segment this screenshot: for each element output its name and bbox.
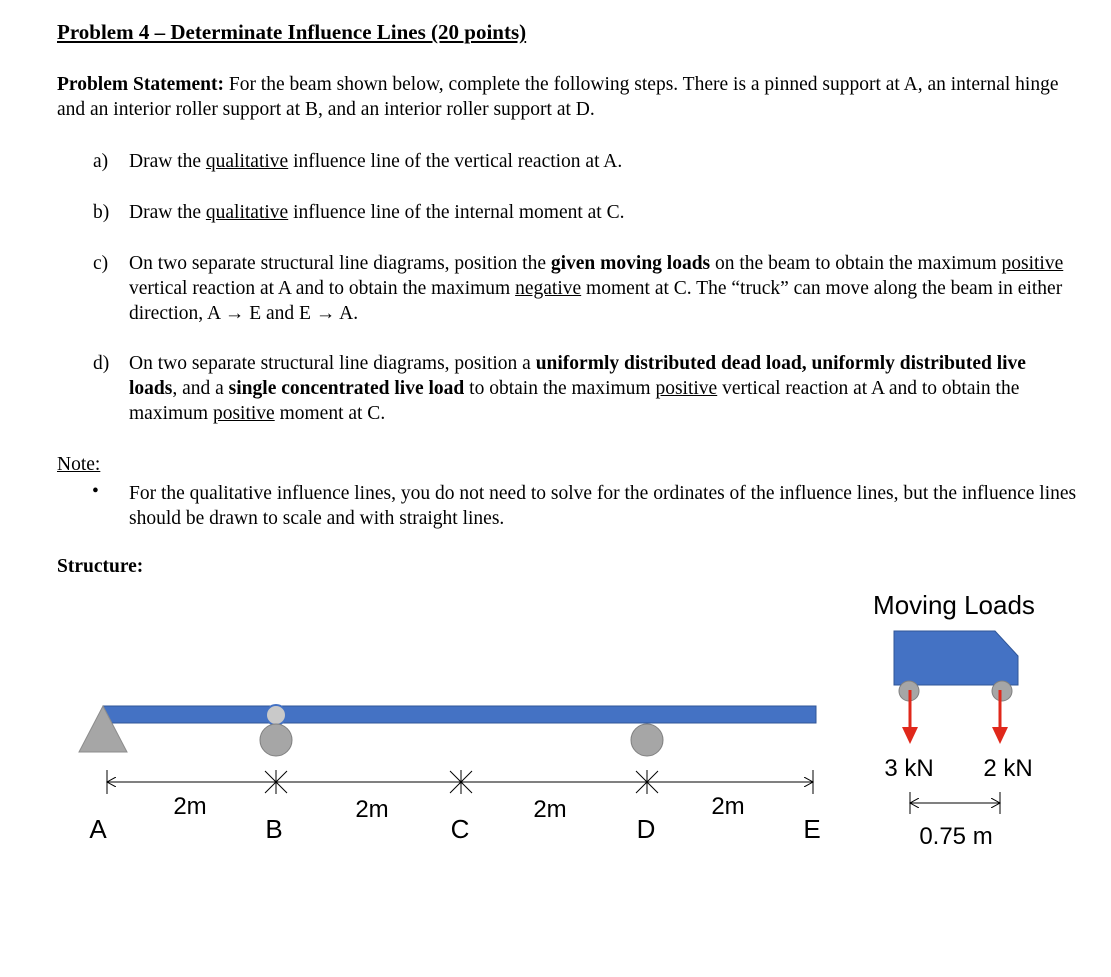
step-d-text-5: moment at C.: [274, 403, 386, 424]
span-label-ab: 2m: [173, 793, 207, 820]
step-c-text-2: on the beam to obtain the maximum: [710, 253, 1002, 274]
point-label-b: B: [265, 814, 283, 844]
step-d-bold-2: single concentrated live load: [228, 378, 465, 399]
truck-body: [894, 631, 1018, 685]
beam: [103, 706, 816, 723]
step-d-underlined-2: positive: [212, 403, 275, 424]
roller-support-d: [631, 724, 663, 756]
point-label-a: A: [89, 814, 107, 844]
statement-text: For the beam shown below, complete the following steps. There is a pinned support at A, an internal hinge and an interior roller support at B, and an interior roller support at D.: [57, 74, 1059, 120]
axle-spacing-label: 0.75 m: [919, 823, 993, 850]
load-label-3kn: 3 kN: [884, 755, 934, 782]
step-c-underlined-2: negative: [515, 278, 582, 299]
step-b-text-end: influence line of the internal moment at C.: [288, 202, 625, 223]
step-d-text-1: On two separate structural line diagrams, position a: [129, 353, 536, 374]
step-d-text-3: to obtain the maximum: [464, 378, 656, 399]
point-label-c: C: [450, 814, 470, 844]
span-label-bc: 2m: [355, 796, 389, 823]
moving-loads-title: Moving Loads: [873, 590, 1035, 620]
statement-label: Problem Statement:: [57, 74, 224, 95]
step-b-label: b): [93, 202, 110, 223]
note-heading: Note:: [57, 454, 101, 475]
note-bullet: •: [92, 481, 99, 502]
step-c-text-4: moment at C. The “truck” can move along the beam in either direction, A → E and E → A.: [129, 278, 1063, 324]
step-d-text-4: vertical reaction at A and to obtain the maximum: [129, 378, 1020, 424]
span-label-de: 2m: [711, 793, 745, 820]
truck-wheel-rear: [992, 681, 1012, 701]
step-b-underlined: qualitative: [205, 202, 289, 223]
roller-support-b: [260, 724, 292, 756]
point-label-e: E: [803, 814, 821, 844]
step-d-label: d): [93, 353, 110, 374]
step-c-text-1: On two separate structural line diagrams, position the: [129, 253, 551, 274]
step-a-underlined: qualitative: [205, 151, 289, 172]
step-c-bold: given moving loads: [550, 253, 711, 274]
step-c-text-3: vertical reaction at A and to obtain the maximum: [129, 278, 516, 299]
internal-hinge-b: [266, 705, 286, 725]
step-c-underlined-1: positive: [1001, 253, 1064, 274]
span-label-cd: 2m: [533, 796, 567, 823]
step-d-underlined-1: positive: [655, 378, 718, 399]
step-a-text: Draw the: [129, 151, 206, 172]
problem-title: Problem 4 – Determinate Influence Lines (20 points): [57, 20, 527, 44]
step-c-label: c): [93, 253, 109, 274]
note-text: For the qualitative influence lines, you do not need to solve for the ordinates of the influence lines, but the influence lines should be drawn to scale and with straight lines.: [129, 483, 1077, 529]
step-d-bold-1: uniformly distributed dead load, uniformly distributed live loads: [129, 353, 1026, 399]
point-label-d: D: [636, 814, 656, 844]
step-b-text: Draw the: [129, 202, 206, 223]
load-label-2kn: 2 kN: [983, 755, 1033, 782]
step-d-text-2: , and a: [172, 378, 229, 399]
step-a-text-end: influence line of the vertical reaction at A.: [288, 151, 623, 172]
step-a-label: a): [93, 151, 109, 172]
structure-heading: Structure:: [57, 556, 144, 577]
